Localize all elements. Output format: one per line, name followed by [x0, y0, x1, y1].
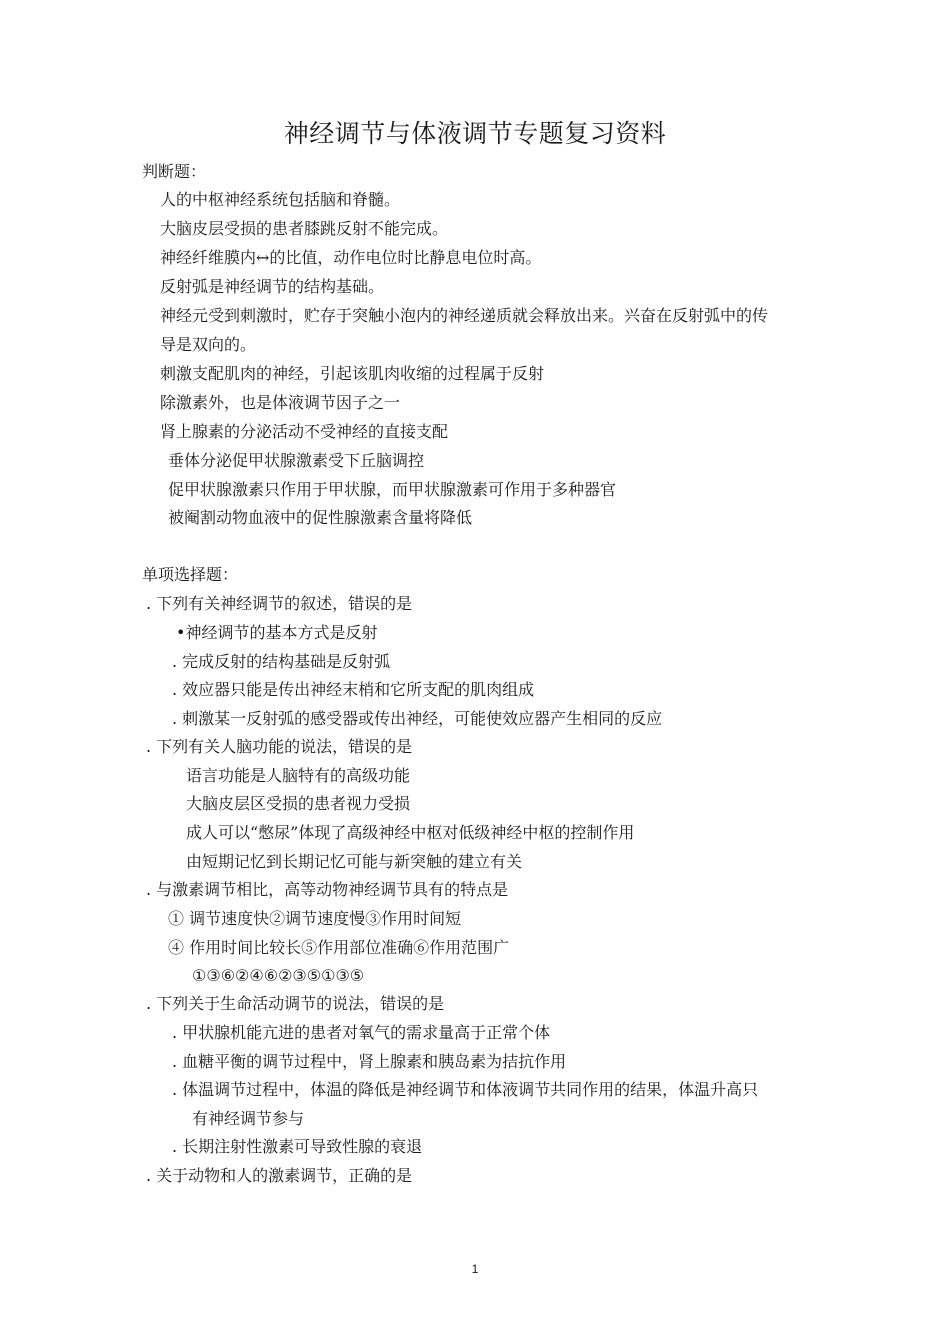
page-number: 1	[471, 1262, 479, 1276]
question-option-continuation: 有神经调节参与	[192, 1109, 305, 1128]
question-features: ① 调节速度快②调节速度慢③作用时间短	[168, 909, 462, 928]
question-stem: . 与激素调节相比，高等动物神经调节具有的特点是	[146, 880, 509, 899]
question-features: ④ 作用时间比较长⑤作用部位准确⑥作用范围广	[168, 938, 510, 957]
question-option: •神经调节的基本方式是反射	[176, 623, 378, 642]
question-option: 语言功能是人脑特有的高级功能	[186, 766, 411, 785]
question-option: . 体温调节过程中，体温的降低是神经调节和体液调节共同作用的结果，体温升高只	[172, 1080, 759, 1099]
judgment-heading: 判断题：	[142, 162, 207, 181]
question-option: . 长期注射性激素可导致性腺的衰退	[172, 1137, 423, 1156]
question-option: . 完成反射的结构基础是反射弧	[172, 652, 391, 671]
judgment-item: 神经纤维膜内↔的比值，动作电位时比静息电位时高。	[160, 248, 542, 267]
judgment-item: 反射弧是神经调节的结构基础。	[160, 277, 385, 296]
question-choices: ①③⑥②④⑥②③⑤①③⑤	[192, 966, 365, 985]
judgment-item: 刺激支配肌肉的神经，引起该肌肉收缩的过程属于反射	[160, 364, 545, 383]
judgment-item: 神经元受到刺激时，贮存于突触小泡内的神经递质就会释放出来。兴奋在反射弧中的传	[160, 306, 769, 325]
judgment-item: 促甲状腺激素只作用于甲状腺，而甲状腺激素可作用于多种器官	[168, 480, 617, 499]
judgment-item: 垂体分泌促甲状腺激素受下丘脑调控	[168, 451, 425, 470]
question-stem: . 下列有关神经调节的叙述，错误的是	[146, 594, 413, 613]
judgment-item: 除激素外，也是体液调节因子之一	[160, 393, 401, 412]
question-stem: . 下列有关人脑功能的说法，错误的是	[146, 737, 413, 756]
question-option: 由短期记忆到长期记忆可能与新突触的建立有关	[186, 852, 523, 871]
question-option: . 刺激某一反射弧的感受器或传出神经，可能使效应器产生相同的反应	[172, 709, 663, 728]
question-option: 大脑皮层区受损的患者视力受损	[186, 794, 411, 813]
question-option: . 甲状腺机能亢进的患者对氧气的需求量高于正常个体	[172, 1023, 551, 1042]
judgment-item: 肾上腺素的分泌活动不受神经的直接支配	[160, 422, 449, 441]
document-title: 神经调节与体液调节专题复习资料	[283, 119, 667, 148]
judgment-item: 被阉割动物血液中的促性腺激素含量将降低	[168, 508, 473, 527]
judgment-item-continuation: 导是双向的。	[160, 335, 257, 354]
question-option: 成人可以“憋尿”体现了高级神经中枢对低级神经中枢的控制作用	[186, 823, 635, 842]
question-option: . 效应器只能是传出神经末梢和它所支配的肌肉组成	[172, 680, 535, 699]
question-option: . 血糖平衡的调节过程中，肾上腺素和胰岛素为拮抗作用	[172, 1052, 567, 1071]
question-stem: . 下列关于生命活动调节的说法，错误的是	[146, 994, 445, 1013]
question-stem: . 关于动物和人的激素调节，正确的是	[146, 1166, 413, 1185]
judgment-item: 大脑皮层受损的患者膝跳反射不能完成。	[160, 219, 449, 238]
single-choice-heading: 单项选择题：	[142, 565, 239, 584]
judgment-item: 人的中枢神经系统包括脑和脊髓。	[160, 190, 401, 209]
